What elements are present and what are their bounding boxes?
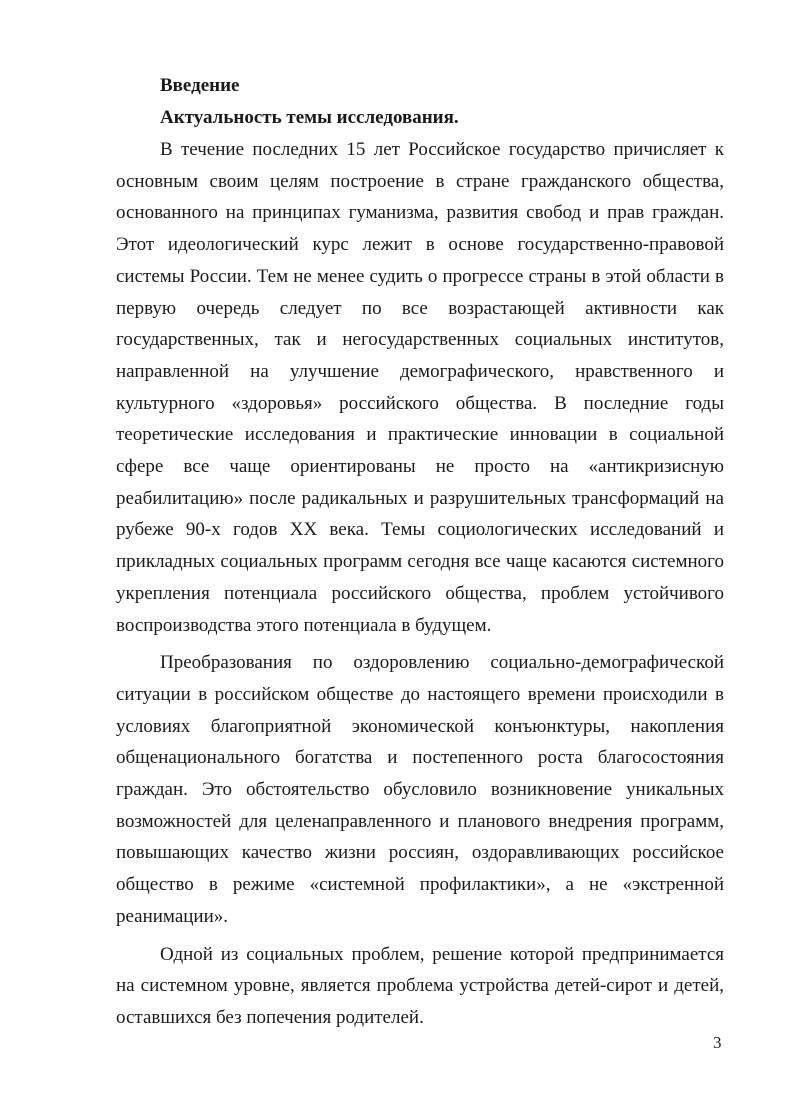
- paragraph-3: Одной из социальных проблем, решение которой предпринимается на системном уровне, является проблема устройства детей-сирот и детей, оставшихся без попечения родителей.: [116, 943, 724, 1028]
- paragraph-2: Преобразования по оздоровлению социально-демографической ситуации в российском обществе до настоящего времени происходили в условиях благоприятной экономической конъюнктуры, накопления общенационального богатства и постепенного роста благосостояния граждан. Это обстоятельство обусловило возникновение уникальных возможностей для целенаправленного и планового внедрения программ, повышающих качество жизни россиян, оздоравливающих российское общество в режиме «системной профилактики», а не «экстренной реанимации».: [116, 652, 724, 927]
- paragraph-1: В течение последних 15 лет Российское государство причисляет к основным своим целям построение в стране гражданского общества, основанного на принципах гуманизма, развития свобод и прав граждан. Этот идеологический курс лежит в основе государственно-правовой системы России. Тем не менее судить о прогрессе страны в этой области в первую очередь следует по все возрастающей активности как государственных, так и негосударственных социальных институтов, направленной на улучшение демографического, нравственного и культурного «здоровья» российского общества. В последние годы теоретические исследования и практические инновации в социальной сфере все чаще ориентированы не просто на «антикризисную реабилитацию» после радикальных и разрушительных трансформаций на рубеже 90-х годов XX века. Темы социологических исследований и прикладных социальных программ сегодня все чаще касаются системного укрепления потенциала российского общества, проблем устойчивого воспроизводства этого потенциала в будущем.: [116, 139, 724, 636]
- section-subtitle: Актуальность темы исследования.: [160, 107, 459, 128]
- body-text: [116, 134, 724, 1034]
- section-title: Введение: [160, 75, 240, 96]
- page-number: 3: [713, 1033, 722, 1052]
